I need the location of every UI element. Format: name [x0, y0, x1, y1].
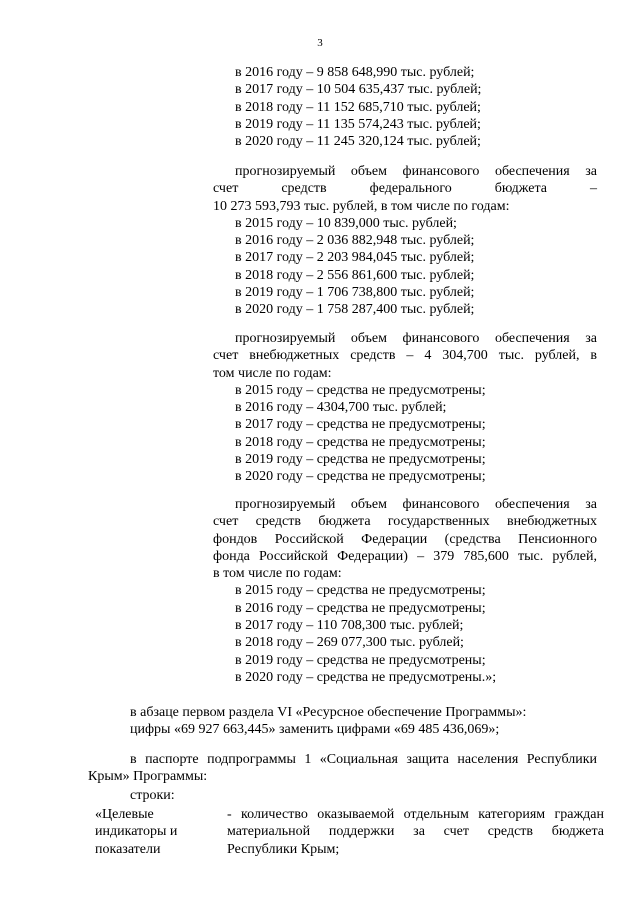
paragraph-line: в паспорте подпрограммы 1 «Социальная защита населения Республики: [130, 752, 597, 767]
list-item: в 2019 году – 1 706 738,800 тыс. рублей;: [235, 285, 475, 301]
pension-fund-paragraph: [213, 496, 597, 686]
list-item: в 2018 году – 269 077,300 тыс. рублей;: [235, 635, 464, 651]
paragraph-line: фондов Российской Федерации (средства Пенсионного: [213, 531, 597, 547]
table-cell-label: [95, 806, 215, 858]
list-item: в 2015 году – средства не предусмотрены;: [235, 583, 486, 599]
list-item: в 2017 году – 10 504 635,437 тыс. рублей;: [235, 82, 482, 98]
paragraph-line: в том числе по годам:: [213, 566, 342, 582]
list-item: в 2017 году – средства не предусмотрены;: [235, 417, 486, 433]
list-item: в 2015 году – средства не предусмотрены;: [235, 382, 486, 398]
paragraph-line: прогнозируемый объем финансового обеспечения за: [235, 497, 597, 512]
table-cell-value: [227, 806, 604, 858]
page-number: 3: [317, 37, 323, 49]
paragraph-line: цифры «69 927 663,445» заменить цифрами «69 485 436,069»;: [130, 722, 500, 738]
list-item: в 2019 году – 11 135 574,243 тыс. рублей;: [235, 116, 481, 132]
paragraph-line: том числе по годам:: [213, 365, 332, 381]
list-item: в 2017 году – 2 203 984,045 тыс. рублей;: [235, 250, 475, 266]
paragraph-line: прогнозируемый объем финансового обеспечения за: [235, 331, 597, 346]
list-item: в 2020 году – средства не предусмотрены;: [235, 469, 486, 485]
cell-line: Республики Крым;: [227, 841, 340, 857]
paragraph-line: фонда Российской Федерации) – 379 785,600 тыс. рублей,: [213, 548, 597, 564]
federal-budget-paragraph: [213, 163, 597, 319]
section-vi-paragraph: [88, 704, 597, 739]
list-item: в 2019 году – средства не предусмотрены;: [235, 652, 486, 668]
list-item: в 2020 году – 1 758 287,400 тыс. рублей;: [235, 302, 475, 318]
cell-line: материальной поддержки за счет средств бюджета: [227, 824, 604, 840]
list-item: в 2020 году – средства не предусмотрены.»;: [235, 669, 497, 685]
paragraph-line: счет внебюджетных средств – 4 304,700 тыс. рублей, в: [213, 348, 597, 364]
extrabudgetary-paragraph: [213, 330, 597, 486]
cell-line: показатели: [95, 841, 161, 857]
list-item: в 2015 году – 10 839,000 тыс. рублей;: [235, 215, 457, 231]
paragraph-line: Крым» Программы:: [88, 769, 208, 785]
list-item: в 2016 году – 9 858 648,990 тыс. рублей;: [235, 65, 475, 80]
list-item: в 2016 году – средства не предусмотрены;: [235, 600, 486, 616]
list-item: в 2019 году – средства не предусмотрены;: [235, 452, 486, 468]
list-item: в 2016 году – 2 036 882,948 тыс. рублей;: [235, 233, 475, 249]
cell-line: - количество оказываемой отдельным категориям граждан: [227, 807, 604, 822]
list-item: в 2018 году – 2 556 861,600 тыс. рублей;: [235, 267, 475, 283]
list-item: в 2016 году – 4304,700 тыс. рублей;: [235, 400, 447, 416]
list-item: в 2017 году – 110 708,300 тыс. рублей;: [235, 618, 464, 634]
paragraph-line: прогнозируемый объем финансового обеспечения за: [235, 164, 597, 179]
list-item: в 2018 году – средства не предусмотрены;: [235, 434, 486, 450]
funding-2016-2020-list: [213, 64, 597, 150]
passport-paragraph: [88, 751, 597, 786]
paragraph-line: счет средств бюджета государственных внебюджетных: [213, 514, 597, 530]
cell-line: «Целевые: [95, 807, 154, 822]
paragraph-line: счет средств федерального бюджета –: [213, 181, 597, 197]
rows-label: строки:: [130, 788, 175, 803]
paragraph-line: 10 273 593,793 тыс. рублей, в том числе по годам:: [213, 198, 510, 214]
list-item: в 2020 году – 11 245 320,124 тыс. рублей;: [235, 134, 481, 150]
cell-line: индикаторы и: [95, 824, 178, 840]
paragraph-line: в абзаце первом раздела VI «Ресурсное обеспечение Программы»:: [130, 705, 527, 720]
list-item: в 2018 году – 11 152 685,710 тыс. рублей;: [235, 99, 481, 115]
